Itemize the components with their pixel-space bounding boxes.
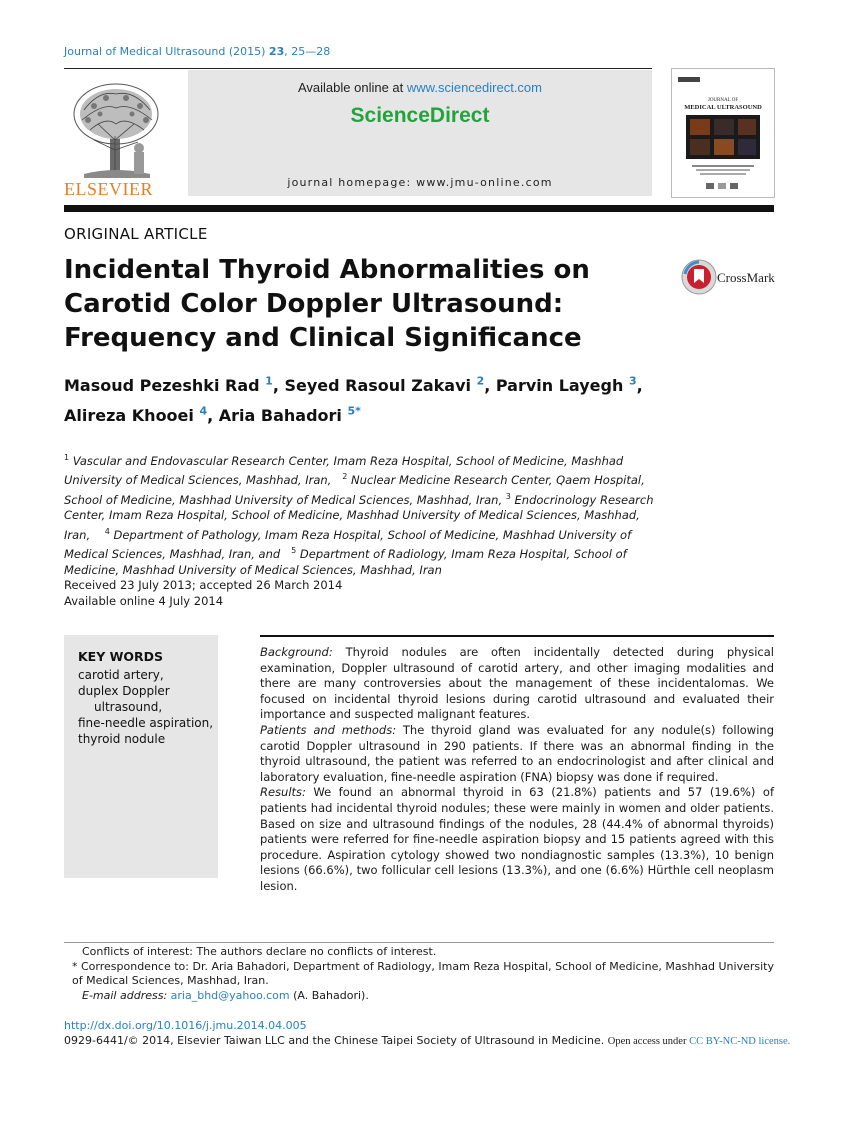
elsevier-wordmark: ELSEVIER xyxy=(64,179,153,198)
affiliation: Endocrinology Research Center, Imam Reza Hospital, School of Medicine, Mashhad University of Medical Sciences, Mashhad, Iran, xyxy=(64,492,654,542)
conflicts-note: Conflicts of interest: The authors declare no conflicts of interest. xyxy=(82,945,437,958)
sciencedirect-link[interactable]: www.sciencedirect.com xyxy=(406,80,542,95)
doi-link[interactable]: http://dx.doi.org/10.1016/j.jmu.2014.04.005 xyxy=(64,1019,307,1032)
abstract-background xyxy=(260,645,774,723)
article-title: Incidental Thyroid Abnormalities on Carotid Color Doppler Ultrasound: Frequency and Clinical Significance xyxy=(64,255,590,353)
author-name: Seyed Rasoul Zakavi xyxy=(284,376,471,396)
keyword[interactable]: fine-needle aspiration, xyxy=(78,716,214,730)
author-name: Masoud Pezeshki Rad xyxy=(64,376,260,396)
available-online-prefix: Available online at xyxy=(297,80,407,95)
copyright-line xyxy=(64,1034,790,1047)
author-affiliation-mark[interactable]: 5* xyxy=(347,404,361,418)
section-text: We found an abnormal thyroid in 63 (21.8%) patients and 57 (19.6%) of patients had incidental thyroid nodules; these were mainly in women and older patients. Based on size and ultrasound findings of the nodules, 28 (44.4% of abnormal thyroids) patients were referred for fine-needle aspiration biopsy and 15 patients agreed with this procedure. Aspiration cytology showed two nondiagnostic samples (13.3%), 10 benign lesions (66.6%), two follicular cell lesions (13.3%), and one (6.6%) Hürthle cell neoplasm lesion. xyxy=(260,785,774,893)
journal-reference xyxy=(64,45,330,58)
author-separator: , xyxy=(636,376,643,396)
keyword[interactable]: duplex Doppler ultrasound, xyxy=(78,684,170,714)
affiliation-mark: 4 xyxy=(104,526,110,536)
journal-cover-thumbnail xyxy=(671,68,775,198)
email-note xyxy=(64,989,776,1004)
affiliation: Department of Radiology, Imam Reza Hospital, School of Medicine, Mashhad University of Medical Sciences, Mashhad, Iran xyxy=(64,547,627,577)
header-top-rule xyxy=(64,68,652,69)
author-name: Parvin Layegh xyxy=(495,376,624,396)
journal-homepage xyxy=(188,176,652,189)
journal-ref-prefix: Journal of Medical Ultrasound (2015) xyxy=(64,45,269,58)
crossmark-icon xyxy=(681,258,717,296)
abstract-methods xyxy=(260,723,774,785)
affiliations xyxy=(64,450,664,578)
keyword[interactable]: carotid artery, xyxy=(78,668,164,682)
elsevier-tree-icon xyxy=(64,80,172,198)
open-access-prefix: Open access under xyxy=(607,1036,690,1047)
author-affiliation-mark[interactable]: 1 xyxy=(265,375,273,388)
affiliation: Department of Pathology, Imam Reza Hospital, School of Medicine, Mashhad University of Medical Sciences, Mashhad, Iran, and xyxy=(64,527,632,562)
footnote-rule xyxy=(64,942,774,943)
keywords-list xyxy=(78,667,214,747)
email-suffix: (A. Bahadori). xyxy=(289,988,369,1002)
email-label: E-mail address: xyxy=(82,988,168,1002)
cover-title: MEDICAL ULTRASOUND xyxy=(684,104,762,111)
section-label: Patients and methods: xyxy=(260,722,397,737)
keywords-heading: KEY WORDS xyxy=(78,649,164,664)
abstract-top-rule xyxy=(260,635,774,637)
author xyxy=(64,376,284,395)
journal-ref-pages: , 25—28 xyxy=(284,45,331,58)
affiliation-mark: 3 xyxy=(505,491,511,501)
affiliation-mark: 2 xyxy=(342,472,348,482)
available-online-date: Available online 4 July 2014 xyxy=(64,593,224,608)
license-link[interactable]: CC BY-NC-ND license. xyxy=(689,1036,791,1047)
author xyxy=(219,406,361,425)
author-separator: , xyxy=(207,405,219,425)
author-name: Aria Bahadori xyxy=(218,405,342,425)
author xyxy=(284,376,495,395)
author xyxy=(496,376,643,395)
received-accepted: Received 23 July 2013; accepted 26 March 2014 xyxy=(64,578,343,592)
affiliation: Vascular and Endovascular Research Center, Imam Reza Hospital, School of Medicine, Mashhad University of Medical Sciences, Mashhad, Iran, xyxy=(64,453,624,488)
article-dates xyxy=(64,578,342,609)
section-text: The thyroid gland was evaluated for any nodule(s) following carotid Doppler ultrasound in 290 patients. If there was an abnormal finding in the thyroid ultrasound, the patient was referred to an endocrinologist and after clinical and laboratory evaluation, fine-needle aspiration (FNA) biopsy was done if required. xyxy=(260,722,774,784)
header-bottom-rule xyxy=(64,205,774,212)
author-affiliation-mark[interactable]: 2 xyxy=(476,375,485,388)
abstract xyxy=(260,645,774,895)
keywords-panel xyxy=(64,635,218,878)
author-separator: , xyxy=(272,376,285,396)
author-affiliation-mark[interactable]: 4 xyxy=(199,404,208,418)
sciencedirect-banner xyxy=(188,70,652,196)
author xyxy=(64,406,219,425)
footnotes xyxy=(64,945,776,1003)
section-label: Results: xyxy=(260,785,306,800)
correspondence-note: * Correspondence to: Dr. Aria Bahadori, Department of Radiology, Imam Reza Hospital, School of Medicine, Mashhad University of Medical Sciences, Mashhad, Iran. xyxy=(72,959,774,987)
elsevier-logo xyxy=(64,80,172,198)
section-label: Background: xyxy=(260,645,333,659)
author-separator: , xyxy=(484,376,496,396)
email-link[interactable]: aria_bhd@yahoo.com xyxy=(170,988,290,1002)
author-name: Alireza Khooei xyxy=(64,405,194,425)
keyword[interactable]: thyroid nodule xyxy=(78,732,166,746)
journal-ref-volume: 23 xyxy=(268,45,285,58)
affiliation-mark: 1 xyxy=(64,453,70,462)
section-text: Thyroid nodules are often incidentally detected during physical examination, Doppler ultrasound of carotid artery, and other imaging modalities and there are many controversies about the management of these incidentalomas. We focused on incidental thyroid lesions during carotid ultrasound and evaluated their importance and suspected malignant features. xyxy=(260,645,774,722)
author-affiliation-mark[interactable]: 3 xyxy=(628,375,637,388)
cover-title-top: JOURNAL OF xyxy=(707,98,739,103)
abstract-results xyxy=(260,785,774,894)
sciencedirect-brand: ScienceDirect xyxy=(350,104,490,127)
author-list xyxy=(64,369,684,428)
affiliation: Nuclear Medicine Research Center, Qaem Hospital, School of Medicine, Mashhad University of Medical Sciences, Mashhad, Iran, xyxy=(64,473,645,507)
affiliation-mark: 5 xyxy=(291,546,297,556)
homepage-url[interactable]: www.jmu-online.com xyxy=(416,176,553,189)
available-online-line xyxy=(188,80,652,95)
crossmark-label: CrossMark xyxy=(717,270,775,285)
homepage-prefix: journal homepage: xyxy=(287,176,417,189)
crossmark-badge[interactable] xyxy=(681,258,776,298)
copyright-text: 0929-6441/© 2014, Elsevier Taiwan LLC and the Chinese Taipei Society of Ultrasound in Medicine. xyxy=(64,1034,608,1047)
journal-cover-image xyxy=(672,69,774,197)
article-type: ORIGINAL ARTICLE xyxy=(64,225,208,243)
